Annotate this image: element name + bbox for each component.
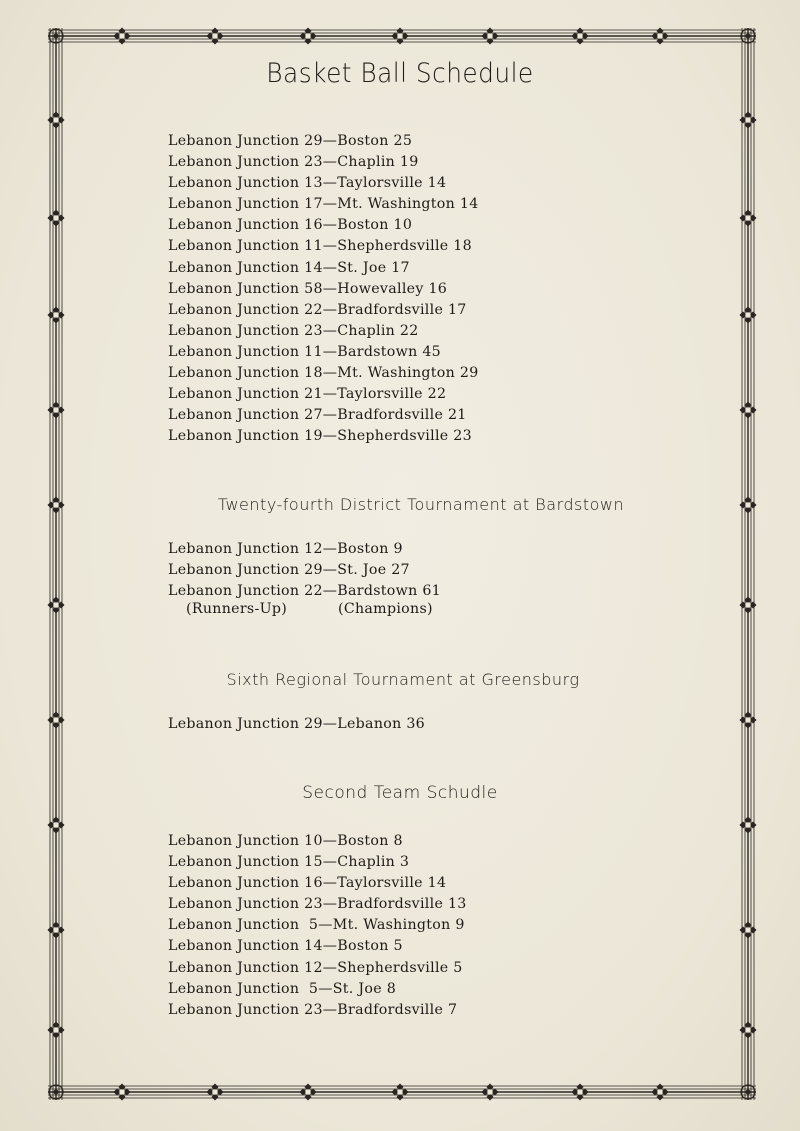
game-result: Lebanon Junction 58—Howevalley 16 [168, 280, 448, 297]
game-result: Lebanon Junction 10—Boston 8 [168, 833, 403, 849]
game-result: Lebanon Junction 22—Bardstown 61 [168, 583, 441, 600]
second-team-list [168, 831, 467, 1021]
game-result: Lebanon Junction 29—Boston 25 [168, 133, 413, 149]
game-result: Lebanon Junction 11—Bardstown 45 [168, 343, 441, 360]
game-result: Lebanon Junction 19—Shepherdsville 23 [168, 428, 472, 445]
game-result: Lebanon Junction 17—Mt. Washington 14 [168, 196, 479, 213]
game-result: Lebanon Junction 23—Bradfordsville 13 [168, 896, 467, 913]
game-result: Lebanon Junction 13—Taylorsville 14 [168, 175, 447, 192]
regional-tournament-heading: Sixth Regional Tournament at Greensburg [226, 670, 580, 689]
page-title: Basket Ball Schedule [266, 58, 534, 89]
game-result: Lebanon Junction 12—Shepherdsville 5 [168, 959, 463, 976]
second-team-heading: Second Team Schudle [302, 783, 498, 803]
game-result: Lebanon Junction 22—Bradfordsville 17 [168, 301, 467, 318]
game-result: Lebanon Junction 5—Mt. Washington 9 [168, 917, 465, 934]
game-result: Lebanon Junction 18—Mt. Washington 29 [168, 365, 479, 382]
game-result: Lebanon Junction 23—Chaplin 19 [168, 154, 419, 171]
runners-up-note: (Runners-Up) [186, 601, 288, 617]
game-result: Lebanon Junction 21—Taylorsville 22 [168, 386, 447, 403]
district-tournament-list [168, 539, 441, 602]
district-result-notes [186, 601, 433, 617]
champions-note: (Champions) [338, 601, 433, 617]
game-result: Lebanon Junction 15—Chaplin 3 [168, 854, 410, 871]
game-result: Lebanon Junction 12—Boston 9 [168, 541, 403, 557]
game-result: Lebanon Junction 23—Bradfordsville 7 [168, 1001, 458, 1018]
regular-season-list [168, 131, 479, 447]
game-result: Lebanon Junction 5—St. Joe 8 [168, 980, 397, 997]
regional-tournament-list [168, 714, 425, 735]
game-result: Lebanon Junction 16—Taylorsville 14 [168, 875, 447, 892]
game-result: Lebanon Junction 29—Lebanon 36 [168, 716, 425, 732]
district-tournament-heading: Twenty-fourth District Tournament at Bardstown [217, 495, 625, 514]
game-result: Lebanon Junction 16—Boston 10 [168, 217, 413, 234]
game-result: Lebanon Junction 29—St. Joe 27 [168, 562, 410, 579]
game-result: Lebanon Junction 11—Shepherdsville 18 [168, 238, 472, 255]
game-result: Lebanon Junction 23—Chaplin 22 [168, 322, 419, 339]
game-result: Lebanon Junction 14—Boston 5 [168, 938, 403, 955]
game-result: Lebanon Junction 14—St. Joe 17 [168, 259, 410, 276]
game-result: Lebanon Junction 27—Bradfordsville 21 [168, 407, 467, 424]
